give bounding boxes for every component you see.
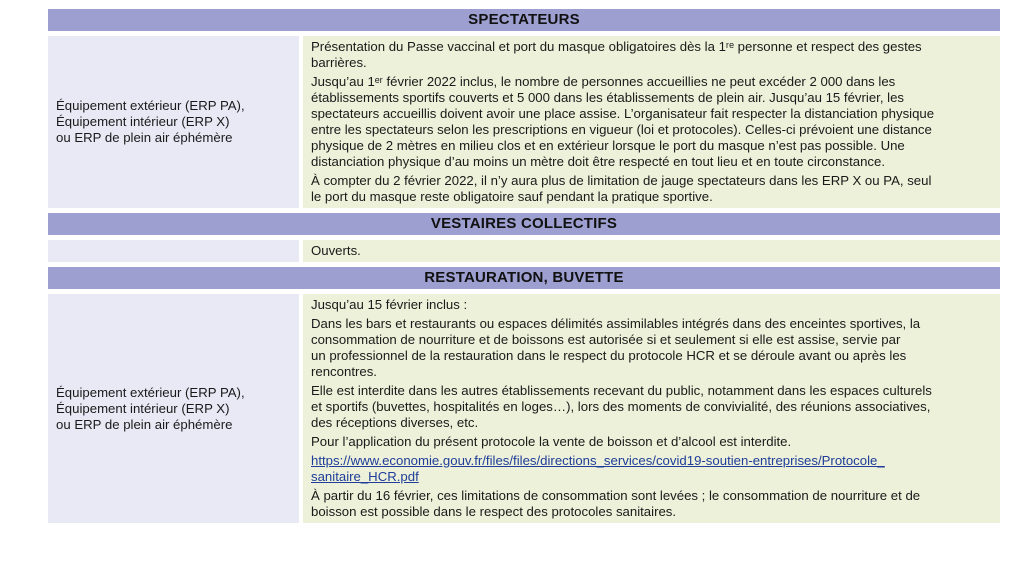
venue-type-line: Équipement intérieur (ERP X) xyxy=(56,114,230,129)
text-line: Elle est interdite dans les autres établissements recevant du public, notamment dans les espaces culturels xyxy=(311,383,932,398)
row-restauration xyxy=(48,294,1000,523)
rule-paragraph xyxy=(311,173,992,205)
rule-paragraph xyxy=(311,316,992,380)
text-line: Jusqu’au 1ᵉʳ février 2022 inclus, le nombre de personnes accueillies ne peut excéder 2 000 dans les xyxy=(311,74,896,89)
text-line: physique de 2 mètres en milieu clos et en extérieur lorsque le port du masque n’est pas possible. Une xyxy=(311,138,905,153)
rule-paragraph xyxy=(311,74,992,170)
link-text-line[interactable]: sanitaire_HCR.pdf xyxy=(311,469,419,484)
section-header-spectateurs: SPECTATEURS xyxy=(48,9,1000,31)
hcr-protocol-link-paragraph xyxy=(311,453,992,485)
venue-type-line: Équipement intérieur (ERP X) xyxy=(56,400,230,416)
text-line: entre les spectateurs selon les prescriptions en vigueur (loi et protocoles). Celles-ci prévoient une distance xyxy=(311,122,932,137)
venue-type-line: ou ERP de plein air éphémère xyxy=(56,416,233,432)
rule-paragraph xyxy=(311,488,992,520)
section-header-restauration: RESTAURATION, BUVETTE xyxy=(48,267,1000,289)
text-line: spectateurs accueillis doivent avoir une place assise. L’organisateur fait respecter la distanciation physique xyxy=(311,106,935,121)
text-line: À partir du 16 février, ces limitations de consommation sont levées ; le consommation de nourriture et de xyxy=(311,488,921,503)
text-line: rencontres. xyxy=(311,364,377,379)
hcr-protocol-link[interactable] xyxy=(311,453,992,485)
text-line: Ouverts. xyxy=(311,243,361,258)
text-line: Dans les bars et restaurants ou espaces délimités assimilables intégrés dans des enceintes sportives, la xyxy=(311,316,921,331)
link-text-line[interactable]: https://www.economie.gouv.fr/files/files/directions_services/covid19-soutien-entreprises/Protocole_ xyxy=(311,453,885,468)
text-line: barrières. xyxy=(311,55,367,70)
text-line: consommation de nourriture et de boissons est autorisée si et seulement si elle est assise, servie par xyxy=(311,332,901,347)
text-line: À compter du 2 février 2022, il n’y aura plus de limitation de jauge spectateurs dans les ERP X ou PA, seul xyxy=(311,173,932,188)
section-header-vestiaires: VESTAIRES COLLECTIFS xyxy=(48,213,1000,235)
venue-type-line: Équipement extérieur (ERP PA), xyxy=(56,98,245,113)
text-line: le port du masque reste obligatoire sauf pendant la pratique sportive. xyxy=(311,189,713,204)
text-line: distanciation physique d’au moins un mètre doit être respecté en tout lieu et en toute circonstance. xyxy=(311,154,885,169)
rule-paragraph xyxy=(311,243,992,259)
text-line: Présentation du Passe vaccinal et port du masque obligatoires dès la 1ʳᵉ personne et respect des gestes xyxy=(311,39,922,54)
row-spectateurs xyxy=(48,36,1000,208)
text-line: des réceptions diverses, etc. xyxy=(311,415,479,430)
text-line: et sportifs (buvettes, hospitalités en loges…), lors des moments de convivialité, des réunions associatives, xyxy=(311,399,931,414)
text-line: un professionnel de la restauration dans le respect du protocole HCR et se déroule avant ou après les xyxy=(311,348,907,363)
text-line: établissements sportifs couverts et 5 000 dans les établissements de plein air. Jusqu’au 15 février, les xyxy=(311,90,905,105)
protocol-table xyxy=(48,9,1000,528)
venue-type-cell xyxy=(48,240,299,262)
rule-paragraph xyxy=(311,39,992,71)
venue-type-cell xyxy=(48,36,299,208)
venue-type-cell xyxy=(48,294,299,523)
rule-paragraph xyxy=(311,383,992,431)
text-line: boisson est possible dans le respect des protocoles sanitaires. xyxy=(311,504,677,519)
row-vestiaires xyxy=(48,240,1000,262)
rules-cell xyxy=(303,240,1000,262)
rules-cell xyxy=(303,294,1000,523)
text-line: Pour l’application du présent protocole la vente de boisson et d’alcool est interdite. xyxy=(311,434,792,449)
text-line: Jusqu’au 15 février inclus : xyxy=(311,297,468,312)
rule-paragraph xyxy=(311,297,992,313)
rules-cell xyxy=(303,36,1000,208)
venue-type-line: ou ERP de plein air éphémère xyxy=(56,130,233,145)
rule-paragraph xyxy=(311,434,992,450)
venue-type-line: Équipement extérieur (ERP PA), xyxy=(56,384,245,400)
